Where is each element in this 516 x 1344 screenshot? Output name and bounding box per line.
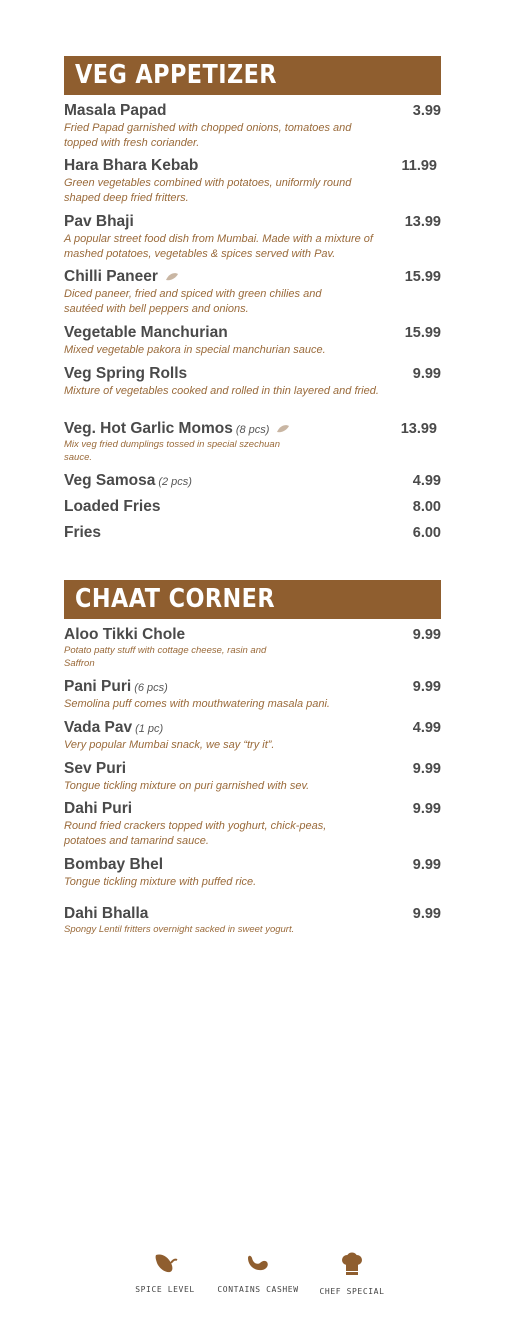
item-name: Fries [64, 524, 102, 541]
item-name: Pav Bhaji [64, 213, 134, 230]
menu-item [64, 324, 441, 358]
item-price: 8.00 [412, 499, 441, 515]
section-veg-appetizer [64, 56, 441, 541]
menu-item [64, 626, 441, 670]
item-name: Veg Samosa (2 pcs) [64, 472, 192, 489]
item-name: Loaded Fries [64, 498, 161, 515]
menu-item [64, 800, 441, 849]
menu-item [64, 524, 441, 542]
item-name: Dahi Puri [64, 800, 133, 817]
chef-hat-icon [340, 1252, 364, 1276]
item-name: Veg. Hot Garlic Momos (8 pcs) [64, 420, 290, 438]
item-name: Masala Papad [64, 102, 167, 119]
item-description: Diced paneer, fried and spiced with green chilies and sautéed with bell peppers and onions. [64, 288, 322, 315]
item-quantity: (1 pc) [135, 723, 164, 735]
item-name: Vada Pav (1 pc) [64, 719, 164, 736]
menu-item [64, 678, 441, 712]
menu-item [64, 268, 441, 317]
item-price: 11.99 [401, 158, 437, 174]
legend-label: CHEF SPECIAL [319, 1287, 385, 1296]
menu-item [64, 420, 441, 464]
item-description: Mixture of vegetables cooked and rolled in thin layered and fried. [64, 385, 379, 397]
item-quantity: (8 pcs) [235, 424, 270, 436]
menu-item [64, 157, 441, 206]
menu-item [64, 905, 441, 937]
legend-spice-level [125, 1252, 205, 1294]
legend-label: CONTAINS CASHEW [217, 1285, 299, 1294]
item-name: Dahi Bhalla [64, 905, 149, 922]
section-title-banner: CHAAT CORNER [64, 580, 441, 619]
spice-level-icon [152, 1252, 178, 1274]
item-description: Round fried crackers topped with yoghurt, chick-peas, potatoes and tamarind sauce. [64, 820, 327, 847]
section-chaat-corner [64, 580, 441, 935]
menu-item [64, 213, 441, 262]
item-price: 9.99 [412, 679, 441, 695]
item-name: Vegetable Manchurian [64, 324, 228, 341]
item-price: 9.99 [412, 801, 441, 817]
legend-chef-special [314, 1252, 390, 1296]
item-description: A popular street food dish from Mumbai. Made with a mixture of mashed potatoes, vegetables & spices served with Pav. [64, 233, 373, 260]
menu-item [64, 719, 441, 753]
item-quantity: (2 pcs) [158, 476, 192, 488]
section-title-banner: VEG APPETIZER [64, 56, 441, 95]
item-name: Aloo Tikki Chole [64, 626, 186, 643]
item-name: Chilli Paneer [64, 268, 179, 286]
spice-icon [276, 424, 290, 434]
item-description: Potato patty stuff with cottage cheese, rasin and Saffron [64, 645, 267, 669]
item-quantity: (6 pcs) [134, 682, 168, 694]
item-price: 4.99 [412, 473, 441, 489]
item-description: Green vegetables combined with potatoes, uniformly round shaped deep fried fritters. [64, 177, 352, 204]
spice-icon [165, 272, 179, 282]
item-price: 9.99 [412, 627, 441, 643]
item-description: Very popular Mumbai snack, we say “try it”. [64, 739, 275, 751]
menu-item [64, 472, 441, 490]
item-name: Hara Bhara Kebab [64, 157, 199, 174]
item-price: 9.99 [412, 761, 441, 777]
item-description: Semolina puff comes with mouthwatering masala pani. [64, 698, 330, 710]
item-description: Fried Papad garnished with chopped onions, tomatoes and topped with fresh coriander. [64, 122, 352, 149]
item-price: 13.99 [400, 421, 437, 437]
legend-label: SPICE LEVEL [135, 1285, 195, 1294]
item-name: Bombay Bhel [64, 856, 164, 873]
item-price: 9.99 [412, 906, 441, 922]
menu-item [64, 760, 441, 794]
item-name: Sev Puri [64, 760, 127, 777]
menu-item [64, 365, 441, 399]
item-price: 15.99 [404, 269, 441, 285]
item-price: 3.99 [412, 103, 441, 119]
item-price: 6.00 [412, 525, 441, 541]
item-name: Pani Puri (6 pcs) [64, 678, 168, 695]
item-price: 13.99 [404, 214, 441, 230]
item-description: Spongy Lentil fritters overnight sacked in sweet yogurt. [64, 924, 295, 935]
item-description: Tongue tickling mixture with puffed rice. [64, 876, 257, 888]
item-price: 9.99 [412, 366, 441, 382]
cashew-icon [245, 1252, 271, 1274]
item-name: Veg Spring Rolls [64, 365, 188, 382]
item-description: Mix veg fried dumplings tossed in special szechuan sauce. [64, 439, 280, 463]
menu-item [64, 102, 441, 151]
item-price: 4.99 [412, 720, 441, 736]
item-price: 9.99 [412, 857, 441, 873]
menu-item [64, 498, 441, 516]
legend-contains-cashew [212, 1252, 304, 1294]
item-description: Mixed vegetable pakora in special manchurian sauce. [64, 344, 326, 356]
item-price: 15.99 [404, 325, 441, 341]
menu-item [64, 856, 441, 890]
item-description: Tongue tickling mixture on puri garnished with sev. [64, 780, 310, 792]
